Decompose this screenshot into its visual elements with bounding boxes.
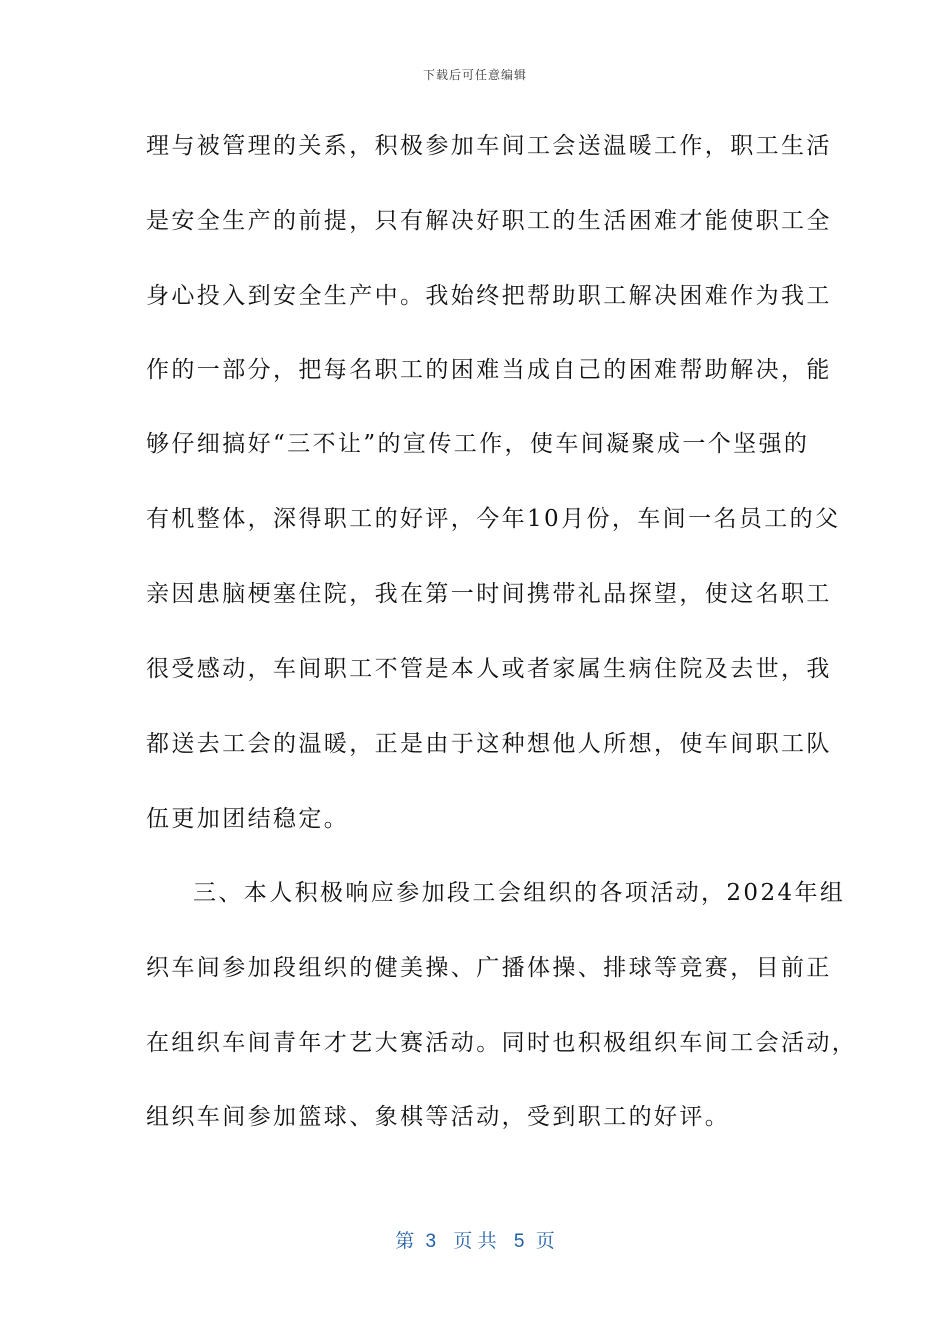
paragraph-line: 身心投入到安全生产中。我始终把帮助职工解决困难作为我工 (146, 283, 832, 309)
page-footer (0, 1226, 950, 1253)
paragraph-line: 是安全生产的前提，只有解决好职工的生活困难才能使职工全 (146, 208, 832, 234)
paragraph-line: 理与被管理的关系，积极参加车间工会送温暖工作，职工生活 (146, 133, 832, 159)
paragraph-line: 有机整体，深得职工的好评，今年10月份，车间一名员工的父 (146, 506, 841, 532)
paragraph-line: 组织车间参加篮球、象棋等活动，受到职工的好评。 (146, 1104, 731, 1130)
paragraph-line: 很受感动，车间职工不管是本人或者家属生病住院及去世，我 (146, 656, 832, 682)
paragraph-line: 都送去工会的温暖，正是由于这种想他人所想，使车间职工队 (146, 731, 832, 757)
page-header: 下载后可任意编辑 (422, 68, 527, 82)
paragraph-line-indented: 三、本人积极响应参加段工会组织的各项活动，2024年组 (193, 880, 846, 906)
footer-ye: 页 (535, 1231, 555, 1252)
paragraph-line: 在组织车间青年才艺大赛活动。同时也积极组织车间工会活动， (146, 1030, 858, 1056)
paragraph-line: 伍更加团结稳定。 (146, 806, 350, 832)
footer-current-page: 3 (425, 1231, 437, 1252)
paragraph-line: 够仔细搞好“三不让”的宣传工作，使车间凝聚成一个坚强的 (146, 431, 810, 457)
footer-di: 第 (395, 1231, 415, 1252)
paragraph-line: 织车间参加段组织的健美操、广播体操、排球等竞赛，目前正 (146, 955, 832, 981)
paragraph-line: 亲因患脑梗塞住院，我在第一时间携带礼品探望，使这名职工 (146, 581, 832, 607)
footer-total-pages: 5 (513, 1231, 525, 1252)
footer-ye-gong: 页 共 (453, 1231, 497, 1252)
paragraph-line: 作的一部分，把每名职工的困难当成自己的困难帮助解决，能 (146, 357, 832, 383)
